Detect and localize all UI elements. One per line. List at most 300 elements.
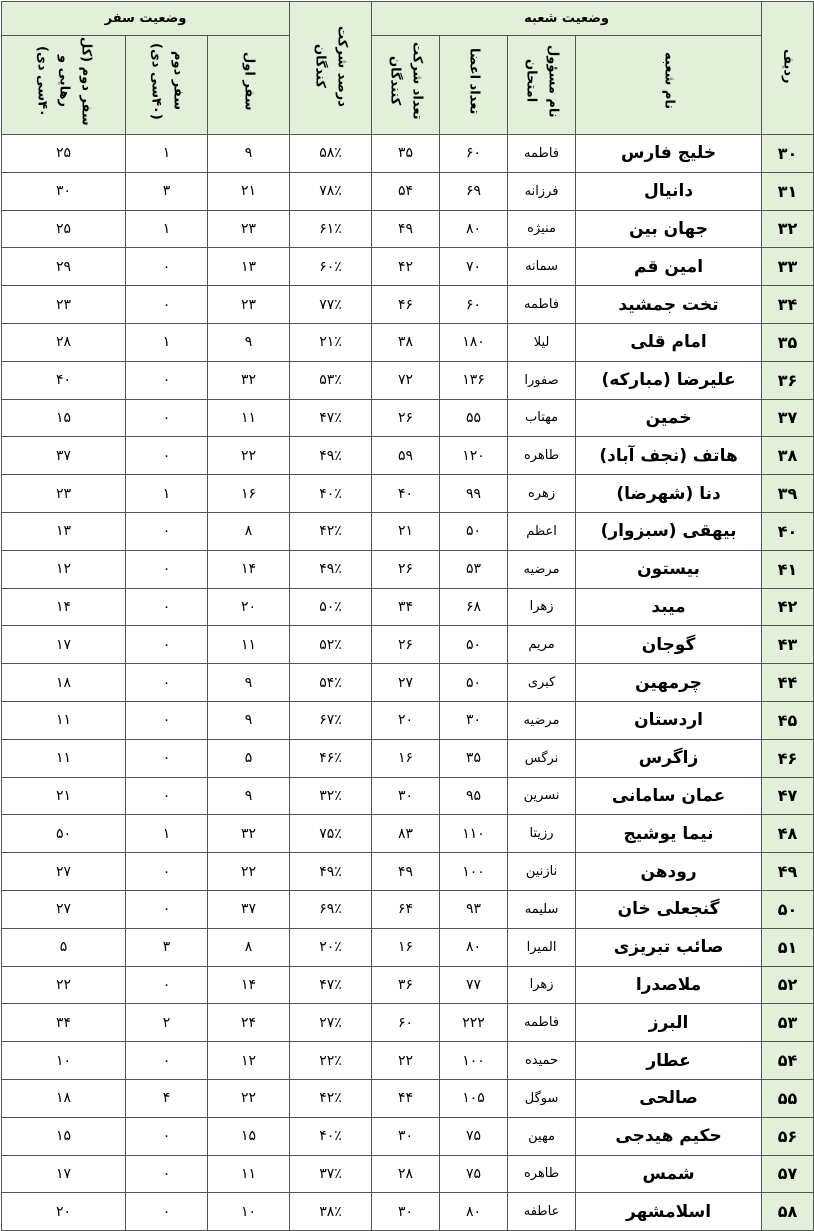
cell-trip1: ۱۴: [208, 966, 290, 1004]
cell-radif: ۴۰: [762, 512, 814, 550]
header-members: تعداد اعضا: [440, 36, 508, 135]
cell-radif: ۴۷: [762, 777, 814, 815]
cell-trip2-total: ۲۲: [2, 966, 126, 1004]
cell-trip2: ۱: [126, 323, 208, 361]
cell-percent: ۷۷٪: [290, 286, 372, 324]
cell-trip2: ۰: [126, 550, 208, 588]
header-radif: ردیف: [762, 2, 814, 135]
cell-trip1: ۲۳: [208, 286, 290, 324]
cell-radif: ۳۶: [762, 361, 814, 399]
cell-responsible: منیژه: [508, 210, 576, 248]
cell-members: ۵۳: [440, 550, 508, 588]
branch-status-table: [1, 1, 814, 1231]
cell-participants: ۳۰: [372, 1117, 440, 1155]
table-row: [2, 853, 814, 891]
cell-trip2: ۰: [126, 1042, 208, 1080]
cell-branch-name: گوجان: [576, 626, 762, 664]
cell-trip2: ۰: [126, 1193, 208, 1231]
table-row: [2, 210, 814, 248]
table-row: [2, 135, 814, 173]
cell-participants: ۳۸: [372, 323, 440, 361]
cell-trip2-total: ۱۱: [2, 701, 126, 739]
cell-trip2-total: ۱۲: [2, 550, 126, 588]
cell-participants: ۴۴: [372, 1079, 440, 1117]
cell-radif: ۵۷: [762, 1155, 814, 1193]
table-row: [2, 626, 814, 664]
cell-trip1: ۳۲: [208, 815, 290, 853]
cell-members: ۵۵: [440, 399, 508, 437]
cell-trip2-total: ۳۰: [2, 172, 126, 210]
cell-trip2: ۰: [126, 1155, 208, 1193]
cell-trip1: ۱۶: [208, 475, 290, 513]
cell-branch-name: عطار: [576, 1042, 762, 1080]
cell-members: ۷۵: [440, 1155, 508, 1193]
cell-branch-name: خمین: [576, 399, 762, 437]
cell-trip1: ۲۴: [208, 1004, 290, 1042]
cell-responsible: حمیده: [508, 1042, 576, 1080]
cell-percent: ۴۰٪: [290, 475, 372, 513]
table-row: [2, 172, 814, 210]
cell-trip2-total: ۲۳: [2, 286, 126, 324]
cell-percent: ۲۷٪: [290, 1004, 372, 1042]
table-row: [2, 399, 814, 437]
header-trip2-total: سفر دوم (کل رهایی و ۴۰سی دی): [2, 36, 126, 135]
header-branch-status: وضعیت شعبه: [372, 2, 762, 36]
cell-trip2: ۰: [126, 588, 208, 626]
cell-percent: ۳۷٪: [290, 1155, 372, 1193]
cell-participants: ۲۷: [372, 664, 440, 702]
cell-responsible: سوگل: [508, 1079, 576, 1117]
cell-percent: ۴۶٪: [290, 739, 372, 777]
cell-responsible: فرزانه: [508, 172, 576, 210]
cell-radif: ۴۵: [762, 701, 814, 739]
cell-radif: ۳۹: [762, 475, 814, 513]
cell-trip1: ۱۰: [208, 1193, 290, 1231]
cell-branch-name: البرز: [576, 1004, 762, 1042]
cell-trip2-total: ۵: [2, 928, 126, 966]
cell-participants: ۲۸: [372, 1155, 440, 1193]
cell-trip1: ۸: [208, 512, 290, 550]
cell-trip1: ۹: [208, 323, 290, 361]
cell-trip1: ۱۲: [208, 1042, 290, 1080]
cell-members: ۶۹: [440, 172, 508, 210]
cell-percent: ۲۲٪: [290, 1042, 372, 1080]
cell-radif: ۳۰: [762, 135, 814, 173]
cell-radif: ۳۷: [762, 399, 814, 437]
cell-trip1: ۸: [208, 928, 290, 966]
table-row: [2, 588, 814, 626]
cell-responsible: طاهره: [508, 1155, 576, 1193]
cell-participants: ۲۶: [372, 626, 440, 664]
cell-branch-name: خلیج فارس: [576, 135, 762, 173]
cell-responsible: کبری: [508, 664, 576, 702]
cell-percent: ۴۰٪: [290, 1117, 372, 1155]
cell-responsible: عاطفه: [508, 1193, 576, 1231]
table-row: [2, 928, 814, 966]
cell-participants: ۴۲: [372, 248, 440, 286]
cell-members: ۱۸۰: [440, 323, 508, 361]
table-row: [2, 1004, 814, 1042]
cell-trip2: ۱: [126, 210, 208, 248]
cell-trip2: ۰: [126, 739, 208, 777]
cell-radif: ۴۴: [762, 664, 814, 702]
cell-radif: ۴۲: [762, 588, 814, 626]
cell-responsible: صفورا: [508, 361, 576, 399]
cell-trip1: ۲۰: [208, 588, 290, 626]
cell-trip1: ۹: [208, 135, 290, 173]
cell-trip2-total: ۱۷: [2, 1155, 126, 1193]
cell-trip1: ۳۷: [208, 890, 290, 928]
cell-members: ۱۰۰: [440, 853, 508, 891]
cell-members: ۸۰: [440, 928, 508, 966]
cell-radif: ۵۸: [762, 1193, 814, 1231]
cell-radif: ۵۴: [762, 1042, 814, 1080]
cell-trip2-total: ۲۰: [2, 1193, 126, 1231]
cell-responsible: فاطمه: [508, 1004, 576, 1042]
cell-trip2: ۱: [126, 815, 208, 853]
cell-trip2-total: ۱۵: [2, 399, 126, 437]
cell-members: ۶۰: [440, 286, 508, 324]
cell-responsible: المیرا: [508, 928, 576, 966]
cell-percent: ۶۷٪: [290, 701, 372, 739]
cell-trip1: ۹: [208, 777, 290, 815]
cell-trip1: ۹: [208, 664, 290, 702]
cell-radif: ۴۶: [762, 739, 814, 777]
cell-responsible: رزیتا: [508, 815, 576, 853]
cell-participants: ۲۶: [372, 550, 440, 588]
cell-radif: ۴۹: [762, 853, 814, 891]
cell-responsible: مهتاب: [508, 399, 576, 437]
cell-radif: ۳۵: [762, 323, 814, 361]
cell-trip2-total: ۲۸: [2, 323, 126, 361]
cell-participants: ۴۹: [372, 210, 440, 248]
cell-responsible: نسرین: [508, 777, 576, 815]
cell-trip2-total: ۲۵: [2, 210, 126, 248]
cell-trip2-total: ۱۸: [2, 1079, 126, 1117]
cell-trip2: ۰: [126, 853, 208, 891]
cell-responsible: زهرا: [508, 966, 576, 1004]
cell-trip2-total: ۱۸: [2, 664, 126, 702]
cell-branch-name: بیهقی (سبزوار): [576, 512, 762, 550]
cell-percent: ۴۷٪: [290, 399, 372, 437]
cell-participants: ۴۰: [372, 475, 440, 513]
cell-trip1: ۲۲: [208, 853, 290, 891]
header-trip1: سفر اول: [208, 36, 290, 135]
cell-radif: ۳۳: [762, 248, 814, 286]
cell-members: ۱۰۰: [440, 1042, 508, 1080]
cell-responsible: طاهره: [508, 437, 576, 475]
cell-trip1: ۱۱: [208, 1155, 290, 1193]
cell-percent: ۵۳٪: [290, 361, 372, 399]
cell-trip2-total: ۱۳: [2, 512, 126, 550]
cell-members: ۸۰: [440, 1193, 508, 1231]
cell-members: ۱۱۰: [440, 815, 508, 853]
cell-participants: ۳۶: [372, 966, 440, 1004]
cell-trip1: ۱۵: [208, 1117, 290, 1155]
cell-trip2: ۲: [126, 1004, 208, 1042]
cell-members: ۷۷: [440, 966, 508, 1004]
table-row: [2, 437, 814, 475]
cell-branch-name: جهان بین: [576, 210, 762, 248]
table-row: [2, 966, 814, 1004]
cell-branch-name: میبد: [576, 588, 762, 626]
cell-trip2: ۰: [126, 1117, 208, 1155]
table-row: [2, 1193, 814, 1231]
cell-responsible: لیلا: [508, 323, 576, 361]
cell-percent: ۳۲٪: [290, 777, 372, 815]
header-trip-status: وضعیت سفر: [2, 2, 290, 36]
table-row: [2, 286, 814, 324]
cell-percent: ۶۰٪: [290, 248, 372, 286]
cell-trip2-total: ۲۳: [2, 475, 126, 513]
cell-participants: ۴۹: [372, 853, 440, 891]
cell-percent: ۷۸٪: [290, 172, 372, 210]
cell-branch-name: زاگرس: [576, 739, 762, 777]
header-trip2: سفر دوم (۴۰سی دی): [126, 36, 208, 135]
cell-trip2-total: ۲۱: [2, 777, 126, 815]
cell-trip2-total: ۲۹: [2, 248, 126, 286]
cell-radif: ۴۸: [762, 815, 814, 853]
cell-percent: ۴۲٪: [290, 512, 372, 550]
cell-branch-name: امام قلی: [576, 323, 762, 361]
cell-members: ۱۲۰: [440, 437, 508, 475]
cell-trip2: ۰: [126, 399, 208, 437]
cell-responsible: اعظم: [508, 512, 576, 550]
header-percent: درصد شرکت کندگان: [290, 2, 372, 135]
table-row: [2, 1042, 814, 1080]
cell-members: ۸۰: [440, 210, 508, 248]
cell-members: ۳۰: [440, 701, 508, 739]
cell-trip2-total: ۱۰: [2, 1042, 126, 1080]
cell-branch-name: شمس: [576, 1155, 762, 1193]
cell-trip2-total: ۴۰: [2, 361, 126, 399]
cell-percent: ۳۸٪: [290, 1193, 372, 1231]
cell-trip2-total: ۲۷: [2, 853, 126, 891]
cell-responsible: سلیمه: [508, 890, 576, 928]
cell-trip2-total: ۲۵: [2, 135, 126, 173]
cell-members: ۳۵: [440, 739, 508, 777]
cell-members: ۵۰: [440, 512, 508, 550]
cell-branch-name: حکیم هیدجی: [576, 1117, 762, 1155]
cell-trip2: ۴: [126, 1079, 208, 1117]
cell-trip2-total: ۳۷: [2, 437, 126, 475]
cell-trip2: ۳: [126, 172, 208, 210]
cell-trip1: ۲۱: [208, 172, 290, 210]
cell-branch-name: ملاصدرا: [576, 966, 762, 1004]
cell-percent: ۶۱٪: [290, 210, 372, 248]
cell-radif: ۵۱: [762, 928, 814, 966]
cell-participants: ۱۶: [372, 739, 440, 777]
cell-trip1: ۵: [208, 739, 290, 777]
cell-trip2: ۱: [126, 475, 208, 513]
cell-branch-name: دنا (شهرضا): [576, 475, 762, 513]
cell-trip1: ۱۳: [208, 248, 290, 286]
cell-percent: ۲۰٪: [290, 928, 372, 966]
cell-branch-name: علیرضا (مبارکه): [576, 361, 762, 399]
cell-percent: ۴۹٪: [290, 550, 372, 588]
cell-percent: ۵۸٪: [290, 135, 372, 173]
cell-members: ۹۹: [440, 475, 508, 513]
cell-responsible: سمانه: [508, 248, 576, 286]
cell-trip2: ۰: [126, 626, 208, 664]
cell-responsible: نرگس: [508, 739, 576, 777]
cell-responsible: مهین: [508, 1117, 576, 1155]
cell-percent: ۵۴٪: [290, 664, 372, 702]
cell-trip1: ۱۱: [208, 626, 290, 664]
cell-radif: ۵۰: [762, 890, 814, 928]
cell-participants: ۷۲: [372, 361, 440, 399]
cell-trip2: ۳: [126, 928, 208, 966]
cell-members: ۱۳۶: [440, 361, 508, 399]
cell-participants: ۴۶: [372, 286, 440, 324]
header-participants: تعداد شرکت کنندگان: [372, 36, 440, 135]
cell-responsible: زهرا: [508, 588, 576, 626]
cell-members: ۷۵: [440, 1117, 508, 1155]
cell-members: ۷۰: [440, 248, 508, 286]
cell-participants: ۳۵: [372, 135, 440, 173]
cell-responsible: مرضیه: [508, 550, 576, 588]
cell-participants: ۲۶: [372, 399, 440, 437]
cell-trip2-total: ۱۷: [2, 626, 126, 664]
cell-branch-name: صائب تبریزی: [576, 928, 762, 966]
cell-trip2: ۰: [126, 890, 208, 928]
cell-radif: ۵۲: [762, 966, 814, 1004]
table-row: [2, 1117, 814, 1155]
cell-participants: ۶۴: [372, 890, 440, 928]
cell-radif: ۳۴: [762, 286, 814, 324]
cell-trip2: ۰: [126, 777, 208, 815]
table-row: [2, 1079, 814, 1117]
cell-radif: ۴۳: [762, 626, 814, 664]
cell-branch-name: دانیال: [576, 172, 762, 210]
cell-participants: ۳۴: [372, 588, 440, 626]
cell-participants: ۵۴: [372, 172, 440, 210]
cell-participants: ۵۹: [372, 437, 440, 475]
cell-responsible: مرضیه: [508, 701, 576, 739]
table-row: [2, 777, 814, 815]
cell-participants: ۳۰: [372, 777, 440, 815]
cell-participants: ۱۶: [372, 928, 440, 966]
cell-branch-name: اردستان: [576, 701, 762, 739]
cell-branch-name: بیستون: [576, 550, 762, 588]
cell-responsible: زهره: [508, 475, 576, 513]
table-row: [2, 475, 814, 513]
cell-trip1: ۳۲: [208, 361, 290, 399]
cell-participants: ۲۲: [372, 1042, 440, 1080]
table-row: [2, 815, 814, 853]
cell-branch-name: چرمهین: [576, 664, 762, 702]
table-row: [2, 1155, 814, 1193]
cell-branch-name: نیما یوشیج: [576, 815, 762, 853]
cell-trip1: ۲۲: [208, 437, 290, 475]
cell-branch-name: امین قم: [576, 248, 762, 286]
cell-members: ۵۰: [440, 626, 508, 664]
cell-responsible: مریم: [508, 626, 576, 664]
cell-trip2-total: ۵۰: [2, 815, 126, 853]
cell-trip2: ۰: [126, 701, 208, 739]
cell-trip1: ۲۳: [208, 210, 290, 248]
cell-percent: ۴۹٪: [290, 853, 372, 891]
cell-members: ۶۰: [440, 135, 508, 173]
cell-trip2: ۰: [126, 361, 208, 399]
cell-trip2: ۰: [126, 664, 208, 702]
cell-participants: ۲۰: [372, 701, 440, 739]
cell-trip2-total: ۱۱: [2, 739, 126, 777]
cell-trip1: ۹: [208, 701, 290, 739]
cell-percent: ۴۷٪: [290, 966, 372, 1004]
table-row: [2, 361, 814, 399]
cell-trip2-total: ۲۷: [2, 890, 126, 928]
cell-trip2: ۰: [126, 512, 208, 550]
cell-percent: ۴۲٪: [290, 1079, 372, 1117]
cell-responsible: فاطمه: [508, 135, 576, 173]
cell-branch-name: تخت جمشید: [576, 286, 762, 324]
cell-responsible: فاطمه: [508, 286, 576, 324]
cell-trip2: ۰: [126, 966, 208, 1004]
cell-trip2-total: ۱۵: [2, 1117, 126, 1155]
cell-branch-name: گنجعلی خان: [576, 890, 762, 928]
table-row: [2, 512, 814, 550]
table-row: [2, 550, 814, 588]
cell-radif: ۳۱: [762, 172, 814, 210]
cell-trip1: ۲۲: [208, 1079, 290, 1117]
cell-trip2: ۰: [126, 437, 208, 475]
table-row: [2, 248, 814, 286]
cell-trip2-total: ۱۴: [2, 588, 126, 626]
cell-members: ۱۰۵: [440, 1079, 508, 1117]
cell-percent: ۶۹٪: [290, 890, 372, 928]
cell-participants: ۲۱: [372, 512, 440, 550]
cell-percent: ۵۲٪: [290, 626, 372, 664]
header-responsible: نام مسؤول امتحان: [508, 36, 576, 135]
cell-radif: ۳۸: [762, 437, 814, 475]
cell-responsible: نازنین: [508, 853, 576, 891]
table-row: [2, 664, 814, 702]
cell-members: ۹۵: [440, 777, 508, 815]
table-row: [2, 701, 814, 739]
table-row: [2, 890, 814, 928]
cell-members: ۲۲۲: [440, 1004, 508, 1042]
cell-trip2: ۰: [126, 248, 208, 286]
cell-participants: ۳۰: [372, 1193, 440, 1231]
table-row: [2, 323, 814, 361]
cell-percent: ۷۵٪: [290, 815, 372, 853]
table-body: [2, 135, 814, 1231]
cell-branch-name: رودهن: [576, 853, 762, 891]
cell-branch-name: اسلامشهر: [576, 1193, 762, 1231]
cell-trip1: ۱۴: [208, 550, 290, 588]
cell-members: ۹۳: [440, 890, 508, 928]
cell-branch-name: هاتف (نجف آباد): [576, 437, 762, 475]
cell-members: ۶۸: [440, 588, 508, 626]
cell-members: ۵۰: [440, 664, 508, 702]
cell-branch-name: صالحی: [576, 1079, 762, 1117]
table-header: [2, 2, 814, 135]
cell-radif: ۳۲: [762, 210, 814, 248]
cell-participants: ۸۳: [372, 815, 440, 853]
cell-branch-name: عمان سامانی: [576, 777, 762, 815]
cell-radif: ۵۶: [762, 1117, 814, 1155]
cell-percent: ۲۱٪: [290, 323, 372, 361]
cell-radif: ۵۵: [762, 1079, 814, 1117]
header-branch-name: نام شعبه: [576, 36, 762, 135]
cell-participants: ۶۰: [372, 1004, 440, 1042]
cell-trip2: ۰: [126, 286, 208, 324]
table-row: [2, 739, 814, 777]
cell-percent: ۴۹٪: [290, 437, 372, 475]
cell-radif: ۵۳: [762, 1004, 814, 1042]
cell-percent: ۵۰٪: [290, 588, 372, 626]
